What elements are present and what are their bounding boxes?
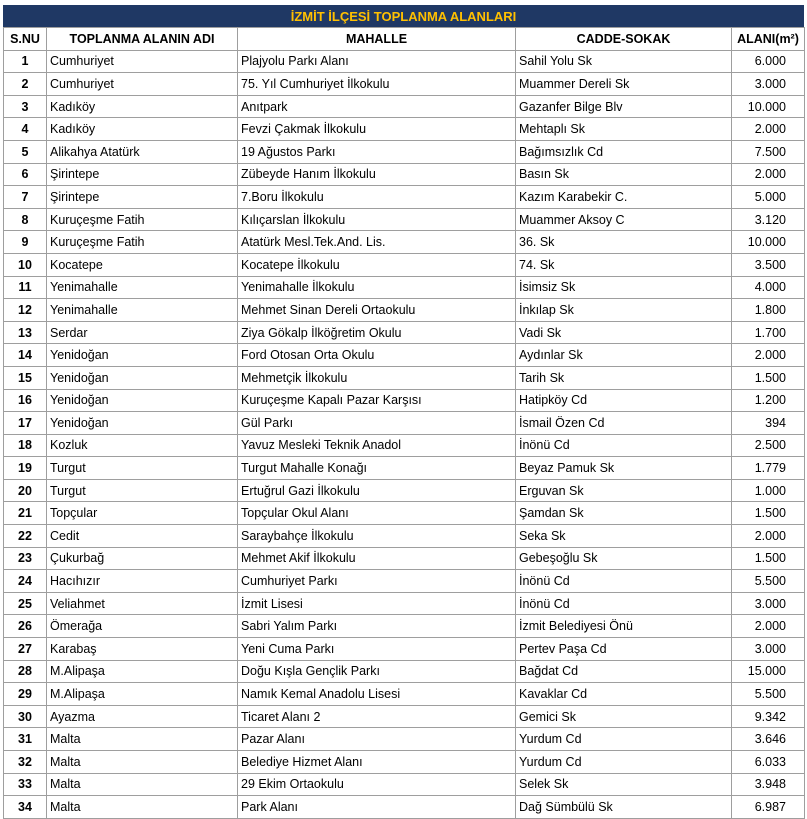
row-number: 23 — [4, 547, 47, 570]
neighborhood: Turgut Mahalle Konağı — [238, 457, 516, 480]
row-number: 8 — [4, 208, 47, 231]
area-name: Topçular — [47, 502, 238, 525]
table-row — [4, 479, 805, 502]
area-name: Kadıköy — [47, 95, 238, 118]
table-title: İZMİT İLÇESİ TOPLANMA ALANLARI — [3, 5, 804, 28]
area-name: Ayazma — [47, 705, 238, 728]
street: İnkılap Sk — [516, 299, 732, 322]
neighborhood: Mehmet Sinan Dereli Ortaokulu — [238, 299, 516, 322]
row-number: 6 — [4, 163, 47, 186]
area-name: Şirintepe — [47, 186, 238, 209]
row-number: 29 — [4, 683, 47, 706]
street: Kazım Karabekir C. — [516, 186, 732, 209]
table-row — [4, 705, 805, 728]
neighborhood: Belediye Hizmet Alanı — [238, 751, 516, 774]
row-number: 15 — [4, 366, 47, 389]
area-size: 4.000 — [732, 276, 805, 299]
area-size: 1.500 — [732, 502, 805, 525]
header-size: ALANI(m²) — [732, 28, 805, 51]
street: Beyaz Pamuk Sk — [516, 457, 732, 480]
street: Hatipköy Cd — [516, 389, 732, 412]
row-number: 18 — [4, 434, 47, 457]
table-row — [4, 366, 805, 389]
table-row — [4, 773, 805, 796]
area-name: Yenidoğan — [47, 412, 238, 435]
street: Gazanfer Bilge Blv — [516, 95, 732, 118]
neighborhood: Sabri Yalım Parkı — [238, 615, 516, 638]
table-row — [4, 683, 805, 706]
neighborhood: Ticaret Alanı 2 — [238, 705, 516, 728]
area-size: 7.500 — [732, 140, 805, 163]
row-number: 30 — [4, 705, 47, 728]
area-name: M.Alipaşa — [47, 660, 238, 683]
neighborhood: Yenimahalle İlkokulu — [238, 276, 516, 299]
row-number: 4 — [4, 118, 47, 141]
row-number: 13 — [4, 321, 47, 344]
area-name: Malta — [47, 751, 238, 774]
neighborhood: Ziya Gökalp İlköğretim Okulu — [238, 321, 516, 344]
table-row — [4, 457, 805, 480]
area-name: Hacıhızır — [47, 570, 238, 593]
table-row — [4, 570, 805, 593]
area-size: 6.000 — [732, 50, 805, 73]
neighborhood: Cumhuriyet Parkı — [238, 570, 516, 593]
area-name: Cumhuriyet — [47, 73, 238, 96]
table-row — [4, 163, 805, 186]
area-name: Malta — [47, 773, 238, 796]
area-name: Çukurbağ — [47, 547, 238, 570]
neighborhood: 19 Ağustos Parkı — [238, 140, 516, 163]
neighborhood: Atatürk Mesl.Tek.And. Lis. — [238, 231, 516, 254]
street: İnönü Cd — [516, 434, 732, 457]
street: Basın Sk — [516, 163, 732, 186]
neighborhood: Namık Kemal Anadolu Lisesi — [238, 683, 516, 706]
row-number: 5 — [4, 140, 47, 163]
street: İnönü Cd — [516, 570, 732, 593]
area-name: Veliahmet — [47, 592, 238, 615]
area-size: 1.779 — [732, 457, 805, 480]
neighborhood: Yeni Cuma Parkı — [238, 638, 516, 661]
row-number: 26 — [4, 615, 47, 638]
street: Aydınlar Sk — [516, 344, 732, 367]
area-name: Karabaş — [47, 638, 238, 661]
table-row — [4, 231, 805, 254]
area-size: 6.033 — [732, 751, 805, 774]
area-size: 10.000 — [732, 231, 805, 254]
area-size: 3.000 — [732, 638, 805, 661]
area-size: 1.800 — [732, 299, 805, 322]
row-number: 21 — [4, 502, 47, 525]
area-name: Kozluk — [47, 434, 238, 457]
row-number: 7 — [4, 186, 47, 209]
header-street: CADDE-SOKAK — [516, 28, 732, 51]
area-size: 3.500 — [732, 253, 805, 276]
area-name: Yenidoğan — [47, 344, 238, 367]
street: 74. Sk — [516, 253, 732, 276]
area-size: 1.000 — [732, 479, 805, 502]
street: Yurdum Cd — [516, 751, 732, 774]
table-row — [4, 344, 805, 367]
street: Sahil Yolu Sk — [516, 50, 732, 73]
row-number: 24 — [4, 570, 47, 593]
table-row — [4, 118, 805, 141]
neighborhood: Mehmet Akif İlkokulu — [238, 547, 516, 570]
row-number: 9 — [4, 231, 47, 254]
area-size: 3.000 — [732, 592, 805, 615]
area-size: 2.000 — [732, 163, 805, 186]
neighborhood: Yavuz Mesleki Teknik Anadol — [238, 434, 516, 457]
neighborhood: Plajyolu Parkı Alanı — [238, 50, 516, 73]
table-row — [4, 592, 805, 615]
street: Seka Sk — [516, 525, 732, 548]
neighborhood: Kılıçarslan İlkokulu — [238, 208, 516, 231]
street: 36. Sk — [516, 231, 732, 254]
row-number: 32 — [4, 751, 47, 774]
header-area-name: TOPLANMA ALANIN ADI — [47, 28, 238, 51]
table-row — [4, 389, 805, 412]
area-size: 2.000 — [732, 615, 805, 638]
area-size: 2.500 — [732, 434, 805, 457]
area-size: 3.000 — [732, 73, 805, 96]
area-name: Turgut — [47, 479, 238, 502]
area-name: Yenidoğan — [47, 389, 238, 412]
row-number: 22 — [4, 525, 47, 548]
table-row — [4, 796, 805, 819]
area-size: 1.500 — [732, 547, 805, 570]
header-sira-no: S.NU — [4, 28, 47, 51]
street: Şamdan Sk — [516, 502, 732, 525]
street: Mehtaplı Sk — [516, 118, 732, 141]
street: Yurdum Cd — [516, 728, 732, 751]
table-row — [4, 615, 805, 638]
table-row — [4, 95, 805, 118]
area-size: 3.948 — [732, 773, 805, 796]
area-name: Kocatepe — [47, 253, 238, 276]
area-name: Yenimahalle — [47, 276, 238, 299]
row-number: 28 — [4, 660, 47, 683]
area-size: 394 — [732, 412, 805, 435]
neighborhood: Gül Parkı — [238, 412, 516, 435]
area-name: Kuruçeşme Fatih — [47, 208, 238, 231]
area-name: Ömerağa — [47, 615, 238, 638]
street: Kavaklar Cd — [516, 683, 732, 706]
header-neighborhood: MAHALLE — [238, 28, 516, 51]
area-size: 10.000 — [732, 95, 805, 118]
area-name: Şirintepe — [47, 163, 238, 186]
table-row — [4, 638, 805, 661]
row-number: 19 — [4, 457, 47, 480]
area-size: 5.500 — [732, 683, 805, 706]
row-number: 34 — [4, 796, 47, 819]
area-size: 3.120 — [732, 208, 805, 231]
row-number: 1 — [4, 50, 47, 73]
neighborhood: Ertuğrul Gazi İlkokulu — [238, 479, 516, 502]
area-name: Turgut — [47, 457, 238, 480]
neighborhood: Pazar Alanı — [238, 728, 516, 751]
area-size: 3.646 — [732, 728, 805, 751]
neighborhood: Fevzi Çakmak İlkokulu — [238, 118, 516, 141]
row-number: 12 — [4, 299, 47, 322]
neighborhood: Topçular Okul Alanı — [238, 502, 516, 525]
neighborhood: Zübeyde Hanım İlkokulu — [238, 163, 516, 186]
street: Tarih Sk — [516, 366, 732, 389]
area-name: Cedit — [47, 525, 238, 548]
table-row — [4, 321, 805, 344]
header-row — [4, 28, 805, 51]
street: İsmail Özen Cd — [516, 412, 732, 435]
area-size: 6.987 — [732, 796, 805, 819]
street: İzmit Belediyesi Önü — [516, 615, 732, 638]
area-name: Alikahya Atatürk — [47, 140, 238, 163]
table-row — [4, 660, 805, 683]
street: Dağ Sümbülü Sk — [516, 796, 732, 819]
area-name: M.Alipaşa — [47, 683, 238, 706]
area-size: 1.700 — [732, 321, 805, 344]
table-row — [4, 751, 805, 774]
table-row — [4, 525, 805, 548]
neighborhood: İzmit Lisesi — [238, 592, 516, 615]
table-row — [4, 276, 805, 299]
table-row — [4, 412, 805, 435]
neighborhood: Doğu Kışla Gençlik Parkı — [238, 660, 516, 683]
area-size: 2.000 — [732, 118, 805, 141]
area-size: 2.000 — [732, 344, 805, 367]
row-number: 3 — [4, 95, 47, 118]
street: Bağdat Cd — [516, 660, 732, 683]
neighborhood: Park Alanı — [238, 796, 516, 819]
area-size: 15.000 — [732, 660, 805, 683]
row-number: 17 — [4, 412, 47, 435]
street: Pertev Paşa Cd — [516, 638, 732, 661]
row-number: 16 — [4, 389, 47, 412]
area-name: Yenidoğan — [47, 366, 238, 389]
area-name: Yenimahalle — [47, 299, 238, 322]
neighborhood: Kuruçeşme Kapalı Pazar Karşısı — [238, 389, 516, 412]
row-number: 11 — [4, 276, 47, 299]
street: Muammer Dereli Sk — [516, 73, 732, 96]
street: Gemici Sk — [516, 705, 732, 728]
area-size: 1.200 — [732, 389, 805, 412]
table-row — [4, 73, 805, 96]
row-number: 10 — [4, 253, 47, 276]
street: İnönü Cd — [516, 592, 732, 615]
area-name: Malta — [47, 796, 238, 819]
table-row — [4, 547, 805, 570]
row-number: 2 — [4, 73, 47, 96]
area-name: Kadıköy — [47, 118, 238, 141]
neighborhood: Ford Otosan Orta Okulu — [238, 344, 516, 367]
area-size: 5.000 — [732, 186, 805, 209]
area-size: 1.500 — [732, 366, 805, 389]
area-size: 9.342 — [732, 705, 805, 728]
street: Muammer Aksoy C — [516, 208, 732, 231]
neighborhood: Anıtpark — [238, 95, 516, 118]
street: Bağımsızlık Cd — [516, 140, 732, 163]
table-row — [4, 186, 805, 209]
street: Erguvan Sk — [516, 479, 732, 502]
table-row — [4, 728, 805, 751]
table-row — [4, 299, 805, 322]
area-name: Kuruçeşme Fatih — [47, 231, 238, 254]
neighborhood: Kocatepe İlkokulu — [238, 253, 516, 276]
assembly-areas-table — [3, 27, 805, 819]
row-number: 25 — [4, 592, 47, 615]
street: Vadi Sk — [516, 321, 732, 344]
row-number: 33 — [4, 773, 47, 796]
area-name: Serdar — [47, 321, 238, 344]
table-row — [4, 50, 805, 73]
row-number: 14 — [4, 344, 47, 367]
neighborhood: 29 Ekim Ortaokulu — [238, 773, 516, 796]
area-size: 5.500 — [732, 570, 805, 593]
street: Gebeşoğlu Sk — [516, 547, 732, 570]
table-row — [4, 208, 805, 231]
neighborhood: 75. Yıl Cumhuriyet İlkokulu — [238, 73, 516, 96]
table-body — [4, 50, 805, 818]
table-row — [4, 253, 805, 276]
street: Selek Sk — [516, 773, 732, 796]
area-name: Cumhuriyet — [47, 50, 238, 73]
area-size: 2.000 — [732, 525, 805, 548]
neighborhood: Mehmetçik İlkokulu — [238, 366, 516, 389]
area-name: Malta — [47, 728, 238, 751]
neighborhood: Saraybahçe İlkokulu — [238, 525, 516, 548]
row-number: 27 — [4, 638, 47, 661]
table-row — [4, 434, 805, 457]
street: İsimsiz Sk — [516, 276, 732, 299]
table-row — [4, 140, 805, 163]
table-row — [4, 502, 805, 525]
row-number: 20 — [4, 479, 47, 502]
row-number: 31 — [4, 728, 47, 751]
neighborhood: 7.Boru İlkokulu — [238, 186, 516, 209]
